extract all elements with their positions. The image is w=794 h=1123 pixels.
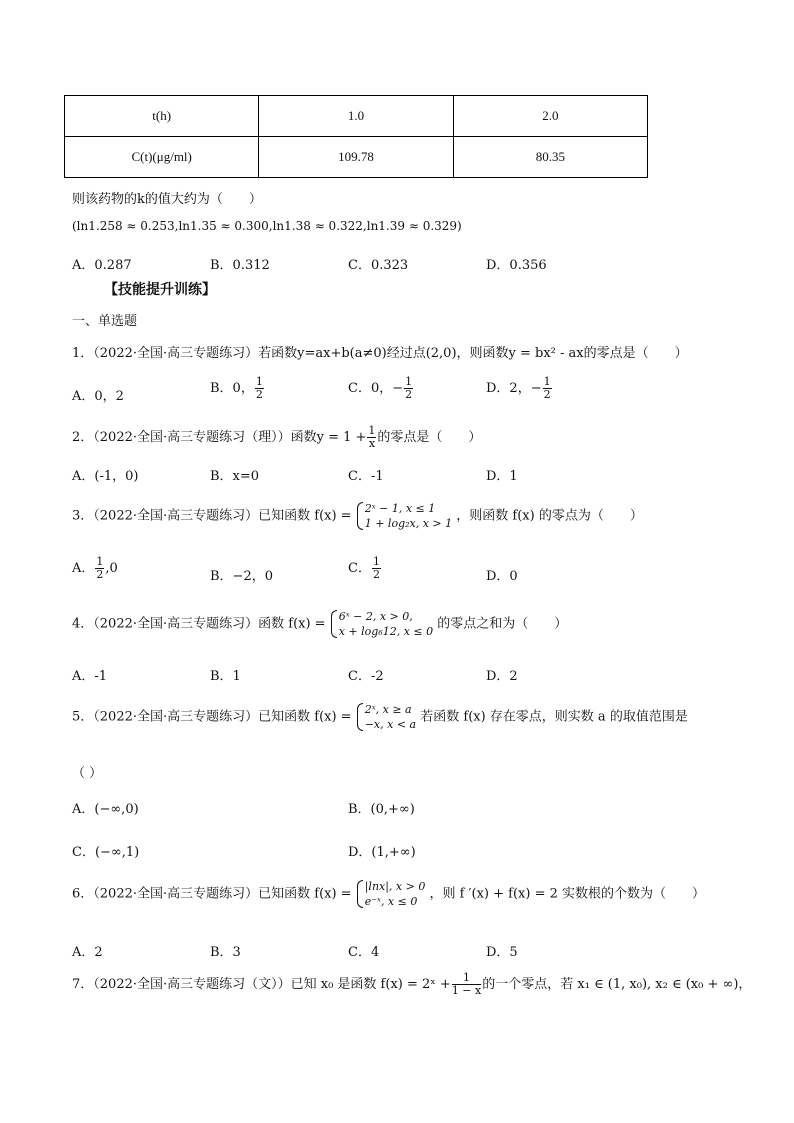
option-a: A．(−∞,0) (72, 802, 139, 817)
option-a: A．(-1，0) (72, 469, 139, 484)
option-c (348, 376, 414, 401)
option-b: B．0.312 (210, 258, 270, 273)
option-c: C．(−∞,1) (72, 845, 140, 860)
fraction (255, 376, 264, 401)
frac-den: 1 − x (451, 984, 482, 997)
case-1: 6ˣ − 2, x > 0, (338, 610, 413, 623)
piecewise (356, 501, 452, 531)
option-a (72, 556, 118, 581)
option-d: D．2 (486, 669, 518, 684)
case-2: x + log₆12, x ≤ 0 (338, 625, 434, 638)
frac-num: 1 (372, 555, 380, 568)
option-d: D．0.356 (486, 258, 547, 273)
option-c-label: C． (348, 561, 371, 576)
piecewise (356, 702, 416, 732)
option-d: D．(1,+∞) (348, 845, 416, 860)
piecewise (330, 609, 433, 639)
question-5 (72, 702, 688, 732)
question-4-pre: 4．（2022·全国·高三专题练习）函数 f(x) = (72, 616, 326, 632)
question-6-post: ，则 f ′(x) + f(x) = 2 实数根的个数为（ ） (429, 886, 705, 902)
frac-num: 1 (543, 375, 551, 388)
table-cell: t(h) (65, 96, 259, 137)
fraction (372, 556, 381, 581)
fraction (452, 972, 481, 997)
piecewise (356, 879, 426, 909)
option-a-label: A． (72, 561, 95, 576)
option-c (348, 556, 382, 581)
option-c: C．-2 (348, 669, 384, 684)
data-table (64, 95, 648, 178)
fraction (95, 556, 104, 581)
frac-num: 1 (96, 555, 104, 568)
option-b: B．−2，0 (210, 569, 273, 584)
case-2: 1 + log₂x, x > 1 (364, 517, 453, 530)
frac-den: 2 (405, 388, 413, 401)
subsection-title: 一、单选题 (72, 313, 138, 328)
question-3 (72, 501, 643, 531)
question-3-pre: 3．（2022·全国·高三专题练习）已知函数 f(x) = (72, 508, 352, 524)
intro-question: 则该药物的k的值大约为（ ） (72, 192, 262, 207)
section-title: 【技能提升训练】 (104, 281, 216, 297)
option-b-label: B．0， (210, 381, 254, 396)
case-1: 2ˣ, x ≥ a (364, 703, 412, 716)
option-d: D．1 (486, 469, 518, 484)
option-a: A．0，2 (72, 389, 124, 404)
frac-den: 2 (96, 568, 104, 581)
option-b: B．1 (210, 669, 241, 684)
question-7-post: 的一个零点，若 x₁ ∈ (1, x₀), x₂ ∈ (x₀ + ∞)， (482, 977, 752, 992)
table-cell: 109.78 (259, 137, 453, 178)
fraction (367, 425, 376, 450)
option-c: C．-1 (348, 469, 384, 484)
question-2 (72, 425, 481, 450)
fraction (543, 376, 552, 401)
question-5-post: 若函数 f(x) 存在零点，则实数 a 的取值范围是 (420, 709, 688, 725)
option-a: A．2 (72, 945, 103, 960)
option-b (210, 376, 265, 401)
frac-den: 2 (255, 388, 263, 401)
question-7-pre: 7．（2022·全国·高三专题练习（文））已知 x₀ 是函数 f(x) = 2ˣ + (72, 977, 451, 992)
option-d: D．5 (486, 945, 518, 960)
option-a: A．0.287 (72, 258, 132, 273)
fraction (404, 376, 413, 401)
table-row (65, 96, 648, 137)
option-d-label: D．2，− (486, 381, 542, 396)
question-2-post: 的零点是（ ） (377, 430, 482, 445)
frac-den: x (368, 437, 376, 450)
case-2: −x, x < a (364, 718, 417, 731)
option-c: C．4 (348, 945, 380, 960)
frac-num: 1 (255, 375, 263, 388)
table-row (65, 137, 648, 178)
question-4-post: 的零点之和为（ ） (437, 616, 568, 632)
frac-num: 1 (368, 424, 376, 437)
question-2-pre: 2．（2022·全国·高三专题练习（理））函数y = 1 + (72, 430, 367, 445)
table-cell: 2.0 (453, 96, 647, 137)
table-cell: 1.0 (259, 96, 453, 137)
option-a: A．-1 (72, 669, 108, 684)
option-c-label: C．0，− (348, 381, 404, 396)
table-cell: 80.35 (453, 137, 647, 178)
option-b: B．3 (210, 945, 241, 960)
option-d (486, 376, 553, 401)
frac-den: 2 (543, 388, 551, 401)
question-4 (72, 609, 567, 639)
table-cell: C(t)(μg/ml) (65, 137, 259, 178)
frac-num: 1 (452, 972, 481, 985)
question-3-post: ，则函数 f(x) 的零点为（ ） (456, 508, 643, 524)
case-1: |lnx|, x > 0 (364, 880, 426, 893)
option-a-tail: ,0 (105, 561, 118, 576)
question-7 (72, 972, 751, 997)
option-b: B．x=0 (210, 469, 260, 484)
question-5-paren: （ ） (72, 766, 103, 781)
question-5-pre: 5．（2022·全国·高三专题练习）已知函数 f(x) = (72, 709, 352, 725)
case-1: 2ˣ − 1, x ≤ 1 (364, 502, 436, 515)
frac-den: 2 (372, 568, 380, 581)
option-d: D．0 (486, 569, 518, 584)
question-1: 1．（2022·全国·高三专题练习）若函数y=ax+b(a≠0)经过点(2,0)，则函数y = bx² - ax的零点是（ ） (72, 346, 688, 361)
frac-num: 1 (405, 375, 413, 388)
question-6 (72, 879, 705, 909)
question-6-pre: 6．（2022·全国·高三专题练习）已知函数 f(x) = (72, 886, 352, 902)
case-2: e⁻ˣ, x ≤ 0 (364, 895, 418, 908)
ln-hint: (ln1.258 ≈ 0.253,ln1.35 ≈ 0.300,ln1.38 ≈ 0.322,ln1.39 ≈ 0.329) (72, 219, 462, 233)
option-c: C．0.323 (348, 258, 409, 273)
option-b: B．(0,+∞) (348, 802, 415, 817)
